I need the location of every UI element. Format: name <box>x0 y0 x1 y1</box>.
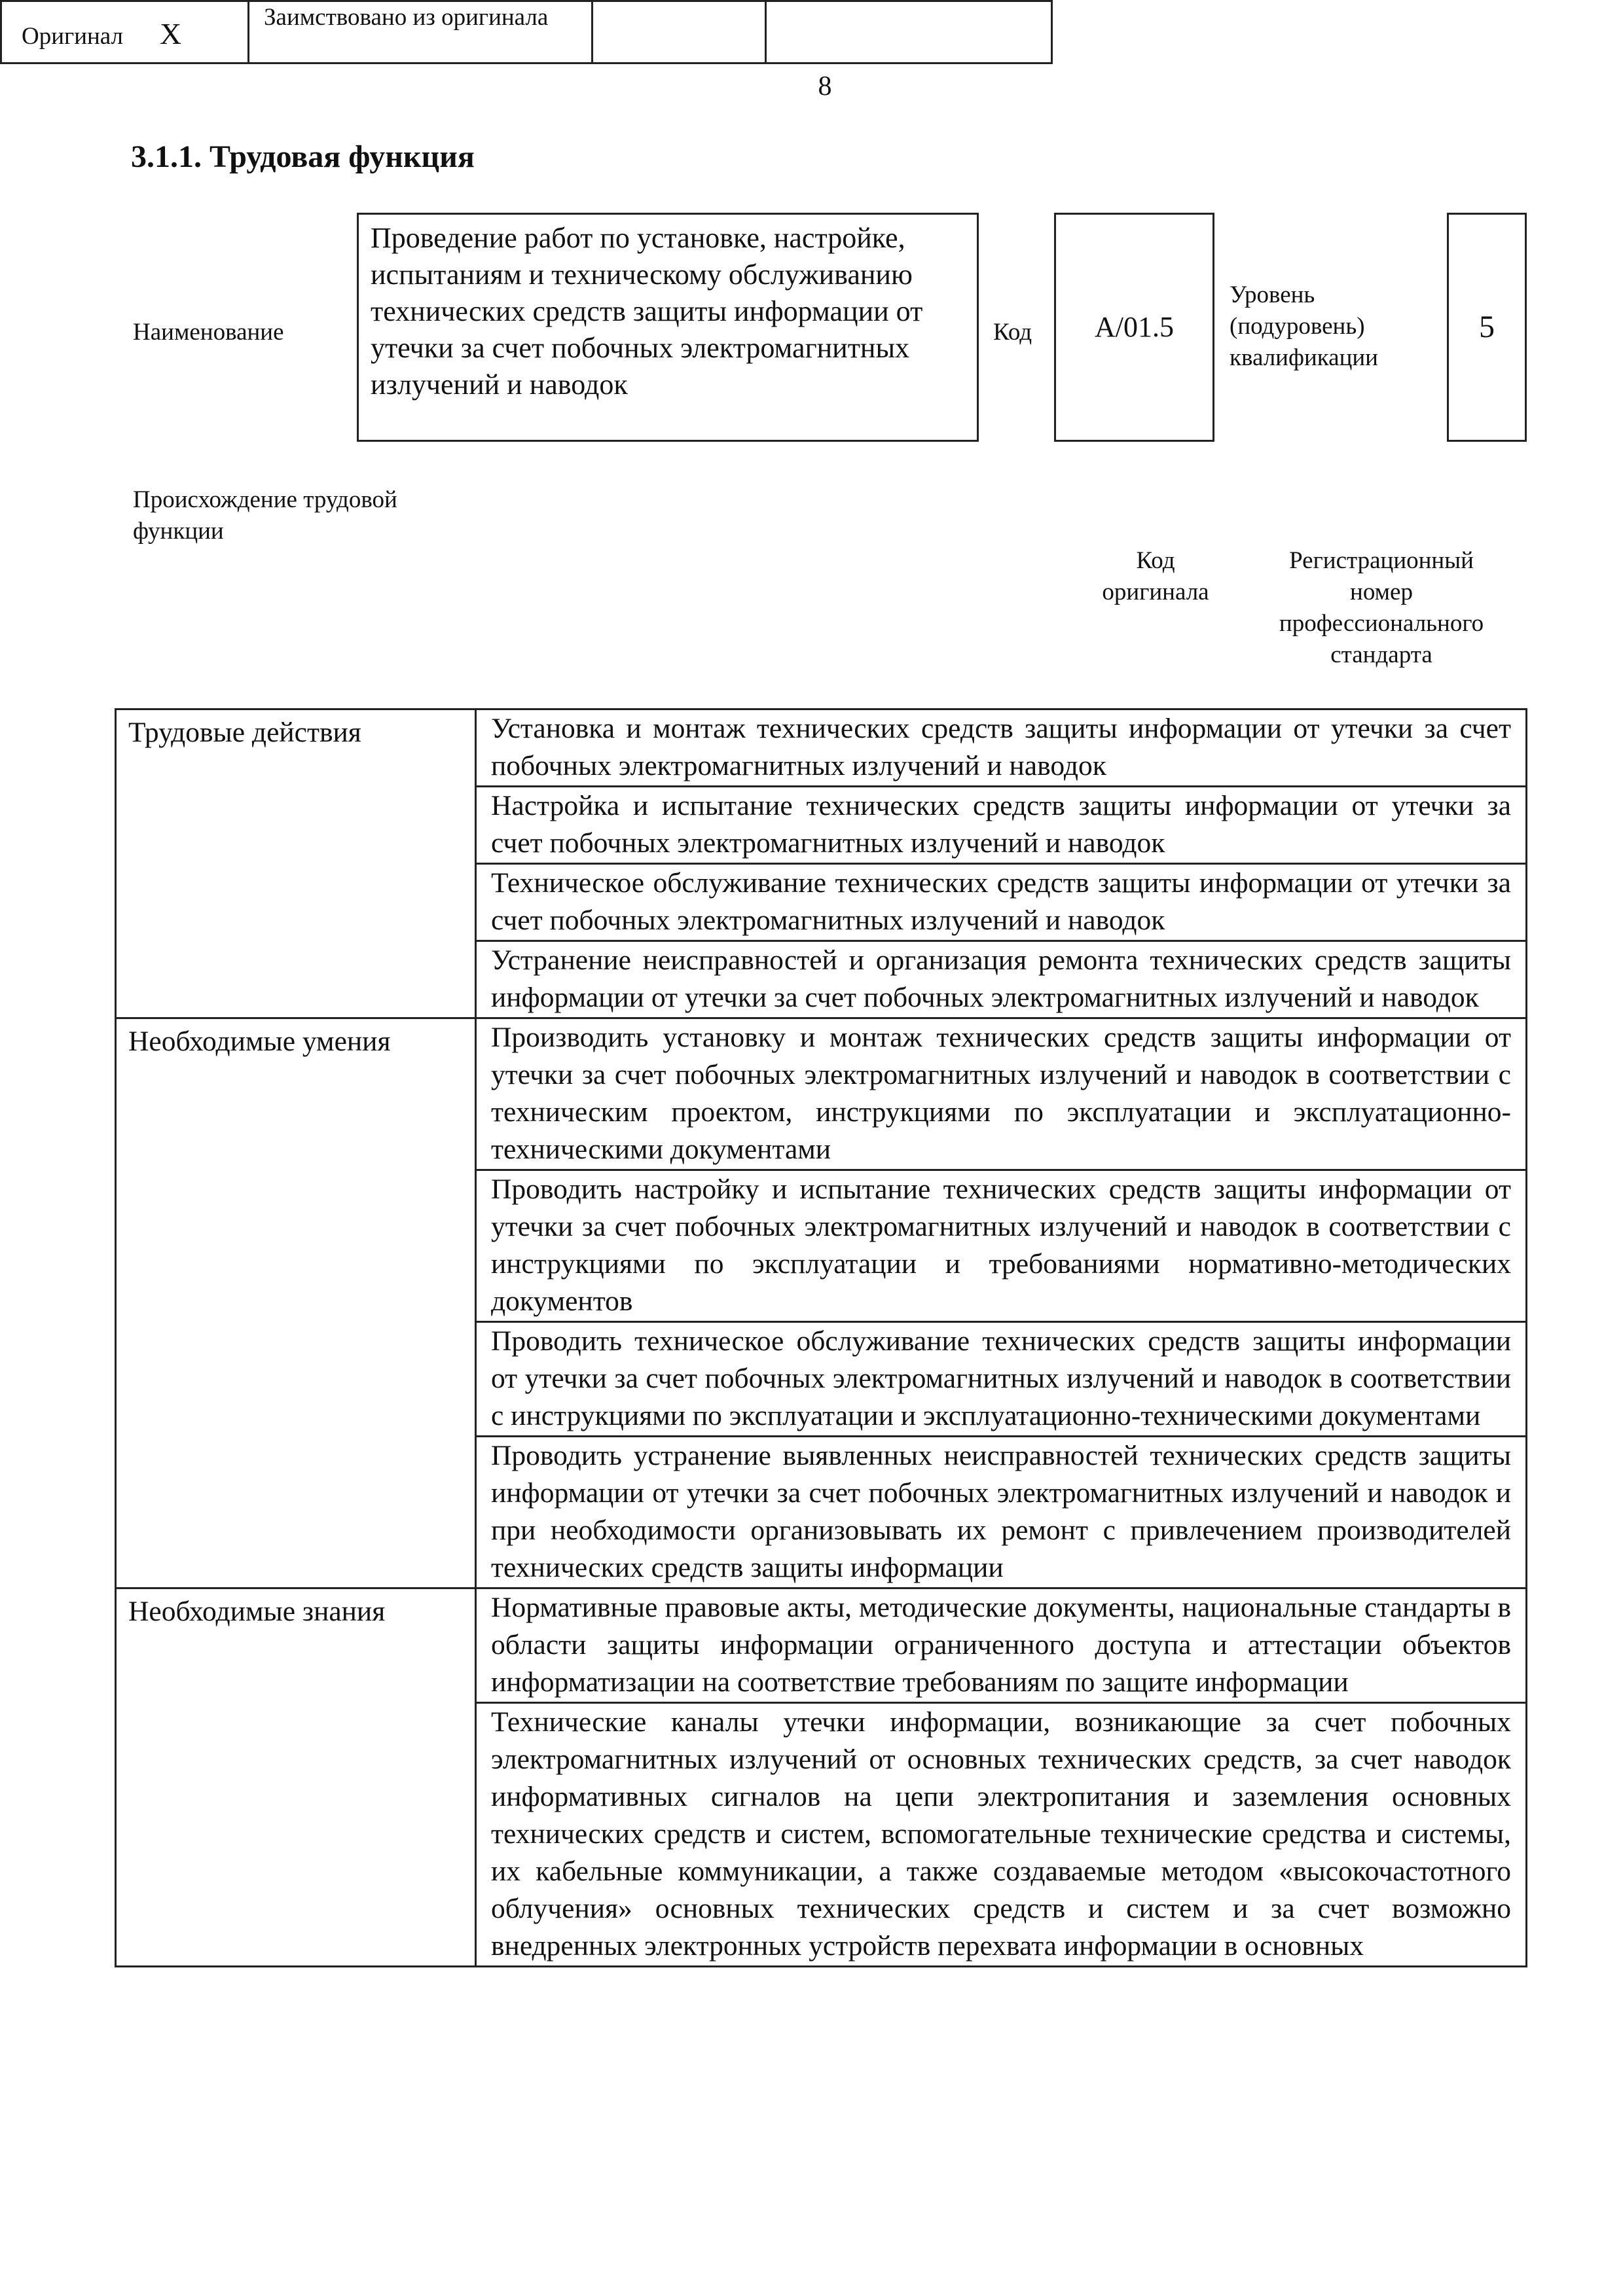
table-cell: Проводить устранение выявленных неисправностей технических средств защиты информации от утечки за счет побочных электромагнитных излучений и наводок и при необходимости организовывать их ремонт с привлечением производителей технических средств защиты информации <box>476 1437 1527 1588</box>
section-title: 3.1.1. Трудовая функция <box>131 139 475 174</box>
table-cell: Устранение неисправностей и организация ремонта технических средств защиты информации от утечки за счет побочных электромагнитных излучений и наводок <box>476 941 1527 1018</box>
category-cell: Необходимые умения <box>116 1018 476 1588</box>
reg-caption: Регистрационный номер профессионального стандарта <box>1279 547 1484 668</box>
original-cell <box>2 2 249 62</box>
code-caption: Код оригинала <box>1102 547 1209 605</box>
function-name-box <box>357 213 979 442</box>
borrowed-label: Заимствовано из оригинала <box>264 4 549 31</box>
origin-label: Происхождение трудовой функции <box>133 486 397 545</box>
labor-function-table <box>115 708 1527 1967</box>
table-cell: Нормативные правовые акты, методические документы, национальные стандарты в области защиты информации ограниченного доступа и аттестации объектов информатизации на соответствие требованиям по защите информации <box>476 1588 1527 1703</box>
original-mark: X <box>160 17 182 50</box>
origin-row <box>0 0 1053 64</box>
page-number: 8 <box>818 71 832 101</box>
table-cell: Проводить техническое обслуживание технических средств защиты информации от утечки за счет побочных электромагнитных излучений и наводок в соответствии с инструкциями по эксплуатации и эксплуатационно-техническими документами <box>476 1322 1527 1437</box>
code-box <box>1054 213 1214 442</box>
table-cell: Технические каналы утечки информации, возникающие за счет побочных электромагнитных излучений от основных технических средств, за счет наводок информативных сигналов на цепи электропитания и заземления основных технических средств и систем, вспомогательные технические средства и системы, их кабельные коммуникации, а также создаваемые методом «высокочастотного облучения» основных технических средств и систем и за счет возможно внедренных электронных устройств перехвата информации в основных <box>476 1703 1527 1967</box>
code-label: Код <box>993 319 1032 346</box>
table-cell: Настройка и испытание технических средств защиты информации от утечки за счет побочных электромагнитных излучений и наводок <box>476 787 1527 864</box>
reg-number-cell <box>767 2 1051 62</box>
function-name-value: Проведение работ по установке, настройке, испытаниям и техническому обслуживанию технических средств защиты информации от утечки за счет побочных электромагнитных излучений и наводок <box>371 222 923 401</box>
level-label: Уровень (подуровень) квалификации <box>1230 281 1378 371</box>
category-cell: Необходимые знания <box>116 1588 476 1967</box>
level-box <box>1447 213 1527 442</box>
table-row <box>116 709 1527 787</box>
level-value: 5 <box>1479 310 1495 344</box>
category-cell: Трудовые действия <box>116 709 476 1018</box>
table-cell: Техническое обслуживание технических средств защиты информации от утечки за счет побочных электромагнитных излучений и наводок <box>476 864 1527 941</box>
table-cell: Установка и монтаж технических средств защиты информации от утечки за счет побочных электромагнитных излучений и наводок <box>476 709 1527 787</box>
original-code-cell <box>593 2 767 62</box>
borrowed-cell <box>249 2 593 62</box>
table-cell: Производить установку и монтаж технических средств защиты информации от утечки за счет побочных электромагнитных излучений и наводок в соответствии с техническим проектом, инструкциями по эксплуатации и эксплуатационно-техническими документами <box>476 1018 1527 1170</box>
name-label: Наименование <box>133 319 284 346</box>
table-row <box>116 1018 1527 1170</box>
original-label: Оригинал <box>22 23 124 50</box>
table-cell: Проводить настройку и испытание технических средств защиты информации от утечки за счет побочных электромагнитных излучений и наводок в соответствии с инструкциями по эксплуатации и требованиями нормативно-методических документов <box>476 1170 1527 1322</box>
code-value: А/01.5 <box>1095 311 1174 343</box>
table-row <box>116 1588 1527 1703</box>
